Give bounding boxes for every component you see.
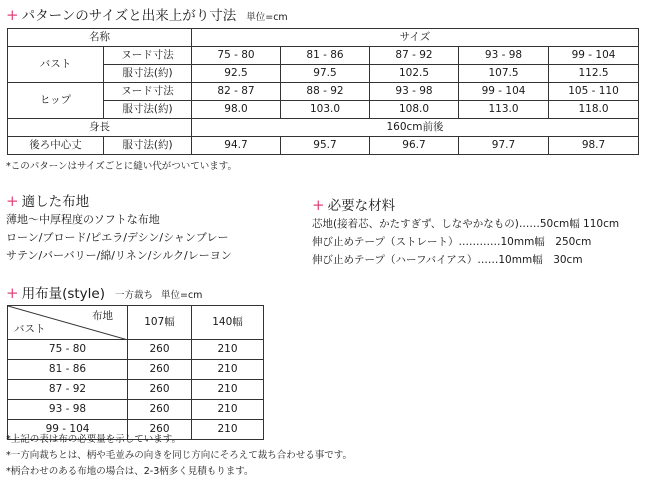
yardage-title: 用布量(style) [21,286,105,302]
yardage-size-cell: 99 - 104 [8,420,128,440]
plus-icon: + [312,196,325,214]
table-cell: 82 - 87 [192,83,281,101]
table-cell: 97.5 [281,65,370,83]
table-cell: 97.7 [459,137,549,155]
nude-label-cell: ヌード寸法 [104,83,192,101]
table-cell: 96.7 [370,137,459,155]
yardage-note: *一方向裁ちとは、柄や毛並みの向きを同じ方向にそろえて裁ち合わせる事です。 [6,450,352,461]
fabric-list [6,211,232,265]
table-cell: 118.0 [549,101,639,119]
material-line: 伸び止めテープ（ストレート）…………10mm幅 250cm [312,236,592,248]
table-row [8,360,264,380]
table-cell: 88 - 92 [281,83,370,101]
table-cell: 87 - 92 [370,47,459,65]
yardage-notes [6,432,352,480]
table-cell: 95.7 [281,137,370,155]
fabric-line: 薄地〜中厚程度のソフトな布地 [6,213,160,226]
table-cell: 99 - 104 [549,47,639,65]
table-cell: 93 - 98 [459,47,549,65]
pattern-size-unit: 単位=cm [246,12,288,23]
table-row [8,340,264,360]
table-cell: 102.5 [370,65,459,83]
table-cell: 210 [192,360,264,380]
yardage-unit: 単位=cm [161,290,203,301]
plus-icon: + [6,6,19,24]
table-cell: 98.0 [192,101,281,119]
table-row [8,47,639,65]
materials-title: 必要な材料 [327,198,396,214]
garment-label-cell: 服寸法(約) [104,65,192,83]
table-row [8,83,639,101]
table-cell: 81 - 86 [281,47,370,65]
table-cell: 260 [128,340,192,360]
seam-allowance-note: *このパターンはサイズごとに縫い代がついています。 [6,161,238,172]
table-cell: 210 [192,380,264,400]
table-row [8,137,639,155]
materials-heading [312,194,395,214]
plus-icon: + [6,284,19,302]
yardage-size-cell: 81 - 86 [8,360,128,380]
table-row [8,306,264,340]
table-cell: 210 [192,340,264,360]
width-107-header: 107幅 [128,306,192,340]
nude-label-cell: ヌード寸法 [104,47,192,65]
table-row [8,29,639,47]
garment-label-cell: 服寸法(約) [104,101,192,119]
table-cell: 98.7 [549,137,639,155]
table-cell: 260 [128,420,192,440]
table-cell: 260 [128,360,192,380]
fabric-title: 適した布地 [21,194,90,210]
height-label-cell: 身長 [8,119,192,137]
table-cell: 93 - 98 [370,83,459,101]
table-cell: 112.5 [549,65,639,83]
table-cell: 92.5 [192,65,281,83]
yardage-heading [6,282,202,302]
pattern-size-table [7,28,639,155]
yardage-note: *上記の表は布の必要量を示しています。 [6,434,181,445]
table-cell: 94.7 [192,137,281,155]
table-cell: 99 - 104 [459,83,549,101]
table-cell: 260 [128,380,192,400]
table-row [8,119,639,137]
corner-bust-label: バスト [14,323,46,335]
hip-label-cell: ヒップ [8,83,104,119]
table-cell: 210 [192,420,264,440]
yardage-size-cell: 87 - 92 [8,380,128,400]
back-length-label-cell: 後ろ中心丈 [8,137,104,155]
plus-icon: + [6,192,19,210]
yardage-size-cell: 93 - 98 [8,400,128,420]
table-cell: 108.0 [370,101,459,119]
pattern-size-title: パターンのサイズと出来上がり寸法 [21,8,237,24]
yardage-size-cell: 75 - 80 [8,340,128,360]
header-size-cell: サイズ [192,29,639,47]
bust-label-cell: バスト [8,47,104,83]
material-line: 芯地(接着芯、かたすぎず、しなやかなもの)……50cm幅 110cm [312,218,620,230]
table-cell: 113.0 [459,101,549,119]
yardage-table [7,305,264,440]
table-cell: 105 - 110 [549,83,639,101]
fabric-line: サテン/バーバリー/綿/リネン/シルク/レーヨン [6,249,232,262]
corner-fabric-label: 布地 [92,310,113,322]
height-value-cell: 160cm前後 [192,119,639,137]
table-cell: 210 [192,400,264,420]
table-row [8,400,264,420]
yardage-cut-type: 一方裁ち [114,290,153,301]
materials-list [312,215,619,269]
garment-label-cell: 服寸法(約) [104,137,192,155]
table-cell: 107.5 [459,65,549,83]
pattern-size-heading [6,4,288,24]
fabric-line: ローン/ブロード/ピエラ/デシン/シャンブレー [6,231,229,244]
table-row [8,380,264,400]
fabric-heading [6,190,89,210]
table-cell: 75 - 80 [192,47,281,65]
material-line: 伸び止めテープ（ハーフバイアス）……10mm幅 30cm [312,254,583,266]
yardage-note: *柄合わせのある布地の場合は、2-3柄多く見積もります。 [6,466,254,477]
header-name-cell: 名称 [8,29,192,47]
table-cell: 260 [128,400,192,420]
table-cell: 103.0 [281,101,370,119]
width-140-header: 140幅 [192,306,264,340]
corner-diagonal-cell [8,306,128,340]
